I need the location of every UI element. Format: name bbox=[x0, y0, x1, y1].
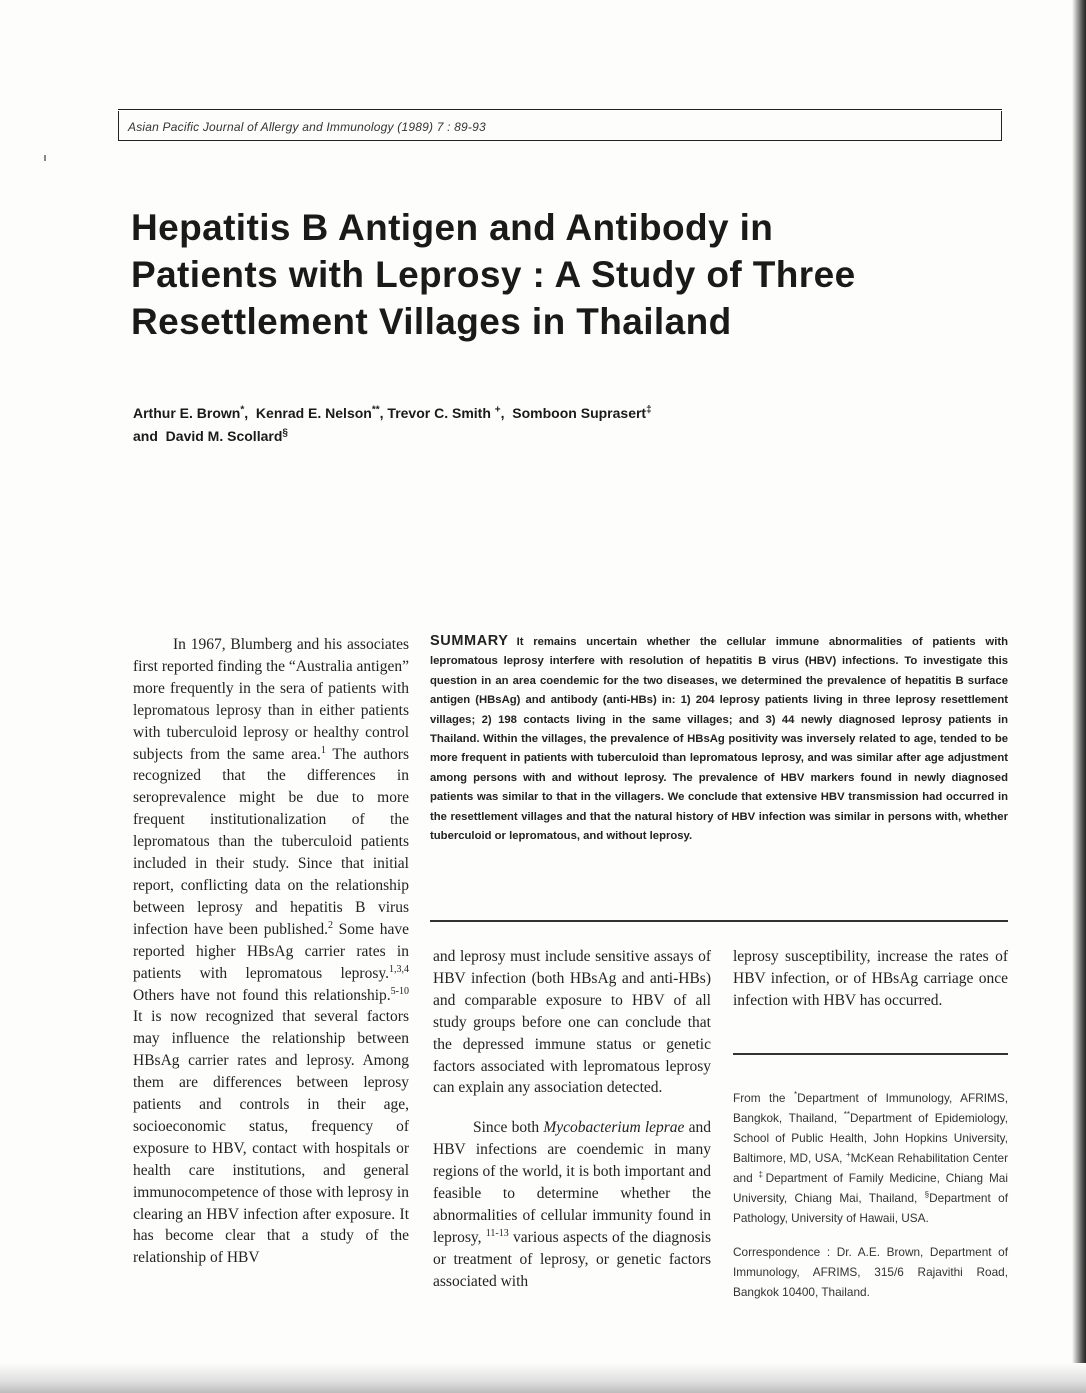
title-line-1: Hepatitis B Antigen and Antibody in bbox=[131, 207, 774, 248]
affil-text: From the bbox=[733, 1091, 794, 1105]
body-paragraph bbox=[433, 1117, 711, 1292]
summary-abstract bbox=[430, 632, 1008, 846]
citation: 2 bbox=[327, 919, 333, 931]
affil-text: McKean Rehabilitation Center and bbox=[733, 1151, 1008, 1185]
author-separator: , bbox=[379, 405, 384, 421]
scan-edge-shadow bbox=[1072, 0, 1086, 1393]
citation: 5-10 bbox=[390, 985, 409, 997]
author-nelson: Kenrad E. Nelson bbox=[255, 405, 372, 421]
title-line-2: Patients with Leprosy : A Study of Three bbox=[131, 254, 856, 295]
body-text: Some have reported higher HBsAg carrier rates in patients with lepromatous leprosy. bbox=[133, 920, 409, 982]
author-list bbox=[133, 402, 993, 448]
citation: 1,3,4 bbox=[389, 963, 409, 975]
author-marker: ‡ bbox=[646, 404, 652, 416]
body-text: In 1967, Blumberg and his associates first reported finding the “Australia antigen” more frequently in the sera of patients with lepromatous leprosy than in either patients with tuberculoid leprosy or healthy control subjects from the same area. bbox=[133, 636, 409, 763]
citation: 11-13 bbox=[485, 1227, 509, 1239]
affil-marker: § bbox=[924, 1190, 930, 1200]
species-name: Mycobacterium leprae bbox=[543, 1119, 685, 1137]
author-line-2 bbox=[133, 425, 993, 448]
body-paragraph: leprosy susceptibility, increase the rates of HBV infection, or of HBsAg carriage once infection with HBV has occurred. bbox=[733, 948, 1008, 1009]
author-smith: Trevor C. Smith bbox=[387, 405, 491, 421]
affil-marker: + bbox=[846, 1150, 851, 1160]
affil-marker: * bbox=[793, 1090, 798, 1100]
body-paragraph: and leprosy must include sensitive assays of HBV infection (both HBsAg and anti-HBs) and comparable exposure to HBV of all study groups before one can conclude that the depressed immune status or genetic factors associated with lepromatous leprosy can explain any association detected. bbox=[433, 948, 711, 1097]
affil-text: Department of Epidemiology, School of Public Health, John Hopkins University, Baltimore, MD, USA, bbox=[733, 1111, 1008, 1165]
affil-text: Department of Immunology, AFRIMS, Bangkok, Thailand, bbox=[733, 1091, 1009, 1125]
author-separator: , bbox=[500, 405, 505, 421]
body-text: It is now recognized that several factors may influence the relationship between HBsAg carrier rates and leprosy. Among them are differences between leprosy patients and controls in their age, socioeconomic status, frequency of exposure to HBV, contact with hospitals or health care institutions, and general immunocompetence of those with leprosy in clearing an HBV infection after exposure. It has become clear that a study of the relationship of HBV bbox=[133, 1008, 409, 1267]
author-scollard: David M. Scollard bbox=[165, 428, 283, 444]
article-title bbox=[131, 204, 1011, 345]
affiliations bbox=[733, 1088, 1008, 1228]
affil-text: Department of Pathology, University of Hawaii, USA. bbox=[733, 1191, 1008, 1225]
intro-paragraph bbox=[133, 634, 409, 1269]
author-line-1 bbox=[133, 402, 993, 425]
author-and: and bbox=[133, 428, 158, 444]
summary-heading: SUMMARY bbox=[430, 633, 509, 649]
body-text: Since both bbox=[473, 1119, 544, 1137]
author-brown: Arthur E. Brown bbox=[133, 405, 241, 421]
journal-reference: Asian Pacific Journal of Allergy and Immunology (1989) 7 : 89-93 bbox=[128, 120, 486, 134]
body-text: Others have not found this relationship. bbox=[133, 986, 391, 1004]
summary-divider bbox=[430, 920, 1008, 922]
body-text: and HBV infections are coendemic in many regions of the world, it is both important and feasible to determine whether the abnormalities of cellular immunity found in leprosy, bbox=[433, 1119, 712, 1246]
body-text: various aspects of the diagnosis or treatment of leprosy, or genetic factors associated with bbox=[433, 1228, 712, 1290]
affil-marker: ‡ bbox=[758, 1170, 766, 1180]
summary-text: It remains uncertain whether the cellular immune abnormalities of patients with lepromatous leprosy interfere with resolution of hepatitis B virus (HBV) infections. To investigate this question in an area coendemic for the two diseases, we determined the prevalence of hepatitis B surface antigen (HBsAg) and antibody (anti-HBs) in: 1) 204 leprosy patients living in three leprosy resettlement villages; 2) 198 contacts living in the same villages; and 3) 44 newly diagnosed leprosy patients in Thailand. Within the villages, the prevalence of HBsAg positivity was inversely related to age, tended to be more frequent in patients with tuberculoid than lepromatous leprosy, and was similar after age adjustment among persons with and without leprosy. The prevalence of HBV markers found in newly diagnosed patients was similar to that in the villagers. We conclude that extensive HBV transmission had occurred in the resettlement villages and that the natural history of HBV infection was similar in persons with, whether tuberculoid or lepromatous, and without leprosy. bbox=[430, 636, 1008, 843]
citation: 1 bbox=[320, 744, 326, 756]
body-text: The authors recognized that the differences in seroprevalence might be due to more frequent institutionalization of the lepromatous than the tuberculoid patients included in their study. Since that initial report, conflicting data on the relationship between leprosy and hepatitis B virus infection have been published. bbox=[133, 745, 409, 938]
affiliation-divider bbox=[733, 1053, 1008, 1055]
correspondence: Correspondence : Dr. A.E. Brown, Department of Immunology, AFRIMS, 315/6 Rajavithi Road, Bangkok 10400, Thailand. bbox=[733, 1245, 1008, 1299]
author-marker: * bbox=[240, 404, 245, 416]
body-column-right bbox=[733, 946, 1008, 1012]
scan-bottom-shadow bbox=[0, 1363, 1086, 1393]
affil-text: Department of Family Medicine, Chiang Mai University, Chiang Mai, Thailand, bbox=[733, 1171, 1008, 1205]
scan-speck bbox=[44, 155, 46, 161]
affiliations-block bbox=[733, 1088, 1008, 1302]
author-separator: , bbox=[244, 405, 249, 421]
author-marker: § bbox=[282, 427, 288, 439]
author-suprasert: Somboon Suprasert bbox=[512, 405, 647, 421]
title-line-3: Resettlement Villages in Thailand bbox=[131, 301, 732, 342]
body-column-middle bbox=[433, 946, 711, 1293]
affil-marker: ** bbox=[843, 1110, 851, 1120]
body-column-left bbox=[133, 634, 409, 1269]
author-marker: + bbox=[494, 404, 501, 416]
author-marker: ** bbox=[371, 404, 380, 416]
